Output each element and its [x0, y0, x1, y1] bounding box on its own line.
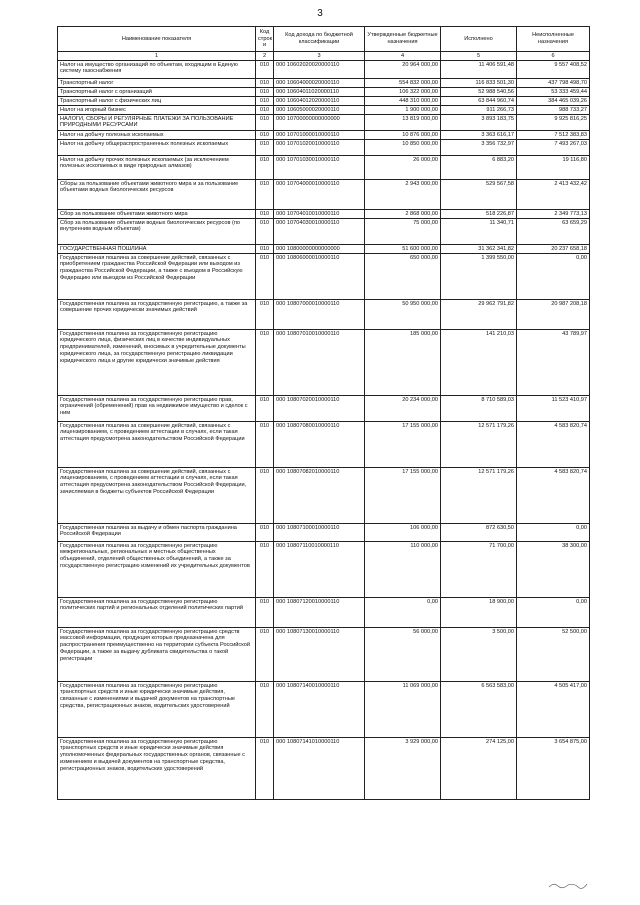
row-code: 010 — [256, 97, 274, 106]
approved-amount: 106 322 000,00 — [365, 88, 441, 97]
column-number-row — [58, 52, 590, 61]
executed-amount: 6 563 583,00 — [441, 682, 517, 738]
executed-amount: 11 340,71 — [441, 219, 517, 245]
row-code: 010 — [256, 210, 274, 219]
executed-amount: 6 883,20 — [441, 156, 517, 180]
row-code: 010 — [256, 738, 274, 800]
unexecuted-amount: 3 654 875,00 — [517, 738, 590, 800]
indicator-name: Сборы за пользование объектами животного мира и за пользование объектами водных биологических ресурсов — [58, 180, 256, 210]
income-code: 000 10807080010000110 — [274, 422, 365, 468]
approved-amount: 11 069 000,00 — [365, 682, 441, 738]
approved-amount: 185 000,00 — [365, 330, 441, 396]
income-code: 000 10807100010000110 — [274, 524, 365, 542]
indicator-name: Транспортный налог с физических лиц — [58, 97, 256, 106]
row-code: 010 — [256, 598, 274, 628]
table-row — [58, 330, 590, 396]
income-code: 000 10807110010000110 — [274, 542, 365, 598]
row-code: 010 — [256, 180, 274, 210]
handwritten-mark — [548, 880, 588, 890]
table-row — [58, 61, 590, 79]
unexecuted-amount: 9 557 408,52 — [517, 61, 590, 79]
income-code: 000 10807010010000110 — [274, 330, 365, 396]
approved-amount: 448 310 000,00 — [365, 97, 441, 106]
column-number: 5 — [441, 52, 517, 61]
income-code: 000 10807000010000110 — [274, 300, 365, 330]
table-header-row — [58, 27, 590, 52]
table-row — [58, 140, 590, 156]
income-code: 000 10807020010000110 — [274, 396, 365, 422]
row-code: 010 — [256, 468, 274, 524]
row-code: 010 — [256, 682, 274, 738]
indicator-name: Государственная пошлина за совершение действий, связанных с приобретением гражданства Российской Федерации или выходом из гражданства Российской Федерации, а также с въездом в Российскую Федерацию или выездом из Российской Федерации — [58, 254, 256, 300]
unexecuted-amount: 52 500,00 — [517, 628, 590, 682]
unexecuted-amount: 2 349 773,13 — [517, 210, 590, 219]
row-code: 010 — [256, 140, 274, 156]
income-code: 000 10704010010000110 — [274, 210, 365, 219]
table-row — [58, 115, 590, 131]
table-row — [58, 396, 590, 422]
unexecuted-amount: 9 925 816,25 — [517, 115, 590, 131]
table-row — [58, 682, 590, 738]
approved-amount: 20 964 000,00 — [365, 61, 441, 79]
unexecuted-amount: 19 116,80 — [517, 156, 590, 180]
indicator-name: НАЛОГИ, СБОРЫ И РЕГУЛЯРНЫЕ ПЛАТЕЖИ ЗА ПОЛЬЗОВАНИЕ ПРИРОДНЫМИ РЕСУРСАМИ — [58, 115, 256, 131]
unexecuted-amount: 53 333 459,44 — [517, 88, 590, 97]
indicator-name: Налог на имущество организаций по объектам, входящим в Единую систему газоснабжения — [58, 61, 256, 79]
indicator-name: Транспортный налог — [58, 79, 256, 88]
column-number: 1 — [58, 52, 256, 61]
income-code: 000 10701030010000110 — [274, 156, 365, 180]
table-row — [58, 524, 590, 542]
indicator-name: Государственная пошлина за совершение действий, связанных с лицензированием, с проведением аттестации в случаях, если такая аттестация предусмотрена законодательством Российской Федерации — [58, 422, 256, 468]
row-code: 010 — [256, 115, 274, 131]
unexecuted-amount: 988 733,27 — [517, 106, 590, 115]
table-row — [58, 88, 590, 97]
unexecuted-amount: 2 413 432,42 — [517, 180, 590, 210]
executed-amount: 29 962 791,82 — [441, 300, 517, 330]
approved-amount: 20 234 000,00 — [365, 396, 441, 422]
table-row — [58, 254, 590, 300]
income-code: 000 10704000010000110 — [274, 180, 365, 210]
page-number: 3 — [317, 8, 323, 19]
table-row — [58, 422, 590, 468]
table-row — [58, 598, 590, 628]
table-row — [58, 156, 590, 180]
unexecuted-amount: 384 465 039,26 — [517, 97, 590, 106]
indicator-name: Государственная пошлина за совершение действий, связанных с лицензированием, с проведением аттестации в случаях, если такая аттестация предусмотрена законодательством Российской Федерации, зачисляемая в бюджеты субъектов Российской Федерации — [58, 468, 256, 524]
income-code: 000 10701000010000110 — [274, 131, 365, 140]
income-code: 000 10700000000000000 — [274, 115, 365, 131]
indicator-name: Государственная пошлина за государственную регистрацию межрегиональных, региональных и местных общественных объединений, отделений общественных объединений, а также за государственную регистрацию изменений их учредительных документов — [58, 542, 256, 598]
row-code: 010 — [256, 524, 274, 542]
indicator-name: Налог на добычу прочих полезных ископаемых (за исключением полезных ископаемых в виде природных алмазов) — [58, 156, 256, 180]
row-code: 010 — [256, 106, 274, 115]
unexecuted-amount: 7 512 383,83 — [517, 131, 590, 140]
column-number: 3 — [274, 52, 365, 61]
executed-amount: 911 266,73 — [441, 106, 517, 115]
column-number: 6 — [517, 52, 590, 61]
header-income-code: Код дохода по бюджетной классификации — [274, 27, 365, 52]
income-code: 000 10807130010000110 — [274, 628, 365, 682]
unexecuted-amount: 0,00 — [517, 254, 590, 300]
column-number: 4 — [365, 52, 441, 61]
row-code: 010 — [256, 300, 274, 330]
income-code: 000 10604012020000110 — [274, 97, 365, 106]
executed-amount: 518 226,87 — [441, 210, 517, 219]
approved-amount: 10 850 000,00 — [365, 140, 441, 156]
approved-amount: 13 819 000,00 — [365, 115, 441, 131]
executed-amount: 8 710 589,03 — [441, 396, 517, 422]
approved-amount: 106 000,00 — [365, 524, 441, 542]
row-code: 010 — [256, 131, 274, 140]
table-row — [58, 97, 590, 106]
unexecuted-amount: 20 987 208,18 — [517, 300, 590, 330]
executed-amount: 11 406 591,48 — [441, 61, 517, 79]
indicator-name: ГОСУДАРСТВЕННАЯ ПОШЛИНА — [58, 245, 256, 254]
table-row — [58, 210, 590, 219]
income-code: 000 10807082010000110 — [274, 468, 365, 524]
row-code: 010 — [256, 396, 274, 422]
approved-amount: 50 950 000,00 — [365, 300, 441, 330]
unexecuted-amount: 63 659,29 — [517, 219, 590, 245]
table-row — [58, 468, 590, 524]
approved-amount: 75 000,00 — [365, 219, 441, 245]
income-code: 000 10704030010000110 — [274, 219, 365, 245]
unexecuted-amount: 11 523 410,97 — [517, 396, 590, 422]
approved-amount: 17 155 000,00 — [365, 468, 441, 524]
table-row — [58, 300, 590, 330]
unexecuted-amount: 4 505 417,00 — [517, 682, 590, 738]
table-row — [58, 542, 590, 598]
approved-amount: 3 929 000,00 — [365, 738, 441, 800]
unexecuted-amount: 0,00 — [517, 598, 590, 628]
executed-amount: 872 630,50 — [441, 524, 517, 542]
approved-amount: 10 876 000,00 — [365, 131, 441, 140]
approved-amount: 2 943 000,00 — [365, 180, 441, 210]
indicator-name: Государственная пошлина за государственную регистрацию, а также за совершение прочих юридически значимых действий — [58, 300, 256, 330]
table-row — [58, 180, 590, 210]
unexecuted-amount: 43 789,97 — [517, 330, 590, 396]
income-code: 000 10807141010000110 — [274, 738, 365, 800]
executed-amount: 18 900,00 — [441, 598, 517, 628]
table-row — [58, 106, 590, 115]
executed-amount: 3 893 183,75 — [441, 115, 517, 131]
table-row — [58, 131, 590, 140]
income-code: 000 10806000010000110 — [274, 254, 365, 300]
header-executed: Исполнено — [441, 27, 517, 52]
executed-amount: 71 700,00 — [441, 542, 517, 598]
executed-amount: 31 362 341,82 — [441, 245, 517, 254]
unexecuted-amount: 437 798 498,70 — [517, 79, 590, 88]
income-code: 000 10604011020000110 — [274, 88, 365, 97]
indicator-name: Налог на добычу общераспространенных полезных ископаемых — [58, 140, 256, 156]
indicator-name: Сбор за пользование объектами водных биологических ресурсов (по внутренним водным объектам) — [58, 219, 256, 245]
approved-amount: 56 000,00 — [365, 628, 441, 682]
indicator-name: Налог на игорный бизнес — [58, 106, 256, 115]
income-code: 000 10604000020000110 — [274, 79, 365, 88]
row-code: 010 — [256, 61, 274, 79]
row-code: 010 — [256, 254, 274, 300]
unexecuted-amount: 0,00 — [517, 524, 590, 542]
executed-amount: 12 571 179,26 — [441, 468, 517, 524]
row-code: 010 — [256, 330, 274, 396]
header-row-code: Код строк и — [256, 27, 274, 52]
column-number: 2 — [256, 52, 274, 61]
executed-amount: 63 844 960,74 — [441, 97, 517, 106]
executed-amount: 116 833 501,30 — [441, 79, 517, 88]
table-body — [58, 61, 590, 800]
executed-amount: 3 356 732,97 — [441, 140, 517, 156]
row-code: 010 — [256, 88, 274, 97]
approved-amount: 2 868 000,00 — [365, 210, 441, 219]
row-code: 010 — [256, 422, 274, 468]
indicator-name: Государственная пошлина за государственную регистрацию транспортных средств и иные юридически значимые действия, связанные с изменениями и выдачей документов на транспортные средства, регистрационных знаков, водительских удостоверений — [58, 682, 256, 738]
approved-amount: 0,00 — [365, 598, 441, 628]
header-indicator-name: Наименование показателя — [58, 27, 256, 52]
income-code: 000 10807120010000110 — [274, 598, 365, 628]
row-code: 010 — [256, 628, 274, 682]
executed-amount: 529 567,58 — [441, 180, 517, 210]
indicator-name: Государственная пошлина за государственную регистрацию транспортных средств и иные юридически значимые действия уполномоченных федеральных государственных органов, связанные с изменением и выдачей документов на транспортные средства, регистрационных знаков, водительских удостоверений — [58, 738, 256, 800]
approved-amount: 110 000,00 — [365, 542, 441, 598]
approved-amount: 650 000,00 — [365, 254, 441, 300]
table-row — [58, 628, 590, 682]
approved-amount: 51 600 000,00 — [365, 245, 441, 254]
indicator-name: Транспортный налог с организаций — [58, 88, 256, 97]
executed-amount: 274 125,00 — [441, 738, 517, 800]
indicator-name: Государственная пошлина за государственную регистрацию юридического лица, физических лиц в качестве индивидуальных предпринимателей, изменений, вносимых в учредительные документы юридического лица, за государственную регистрацию ликвидации юридического лица и другие юридически значимые действия — [58, 330, 256, 396]
indicator-name: Сбор за пользование объектами животного мира — [58, 210, 256, 219]
table-row — [58, 219, 590, 245]
executed-amount: 52 988 540,56 — [441, 88, 517, 97]
unexecuted-amount: 4 583 820,74 — [517, 468, 590, 524]
table-row — [58, 245, 590, 254]
header-unexecuted: Неисполненные назначения — [517, 27, 590, 52]
executed-amount: 141 210,03 — [441, 330, 517, 396]
executed-amount: 1 399 550,00 — [441, 254, 517, 300]
header-approved: Утвержденные бюджетные назначения — [365, 27, 441, 52]
unexecuted-amount: 7 493 267,03 — [517, 140, 590, 156]
income-code: 000 10605000020000110 — [274, 106, 365, 115]
income-code: 000 10602020020000110 — [274, 61, 365, 79]
indicator-name: Налог на добычу полезных ископаемых — [58, 131, 256, 140]
indicator-name: Государственная пошлина за государственную регистрацию политических партий и региональных отделений политических партий — [58, 598, 256, 628]
approved-amount: 1 900 000,00 — [365, 106, 441, 115]
approved-amount: 554 832 000,00 — [365, 79, 441, 88]
indicator-name: Государственная пошлина за государственную регистрацию прав, ограничений (обременений) прав на недвижимое имущество и сделок с ним — [58, 396, 256, 422]
income-code: 000 10701020010000110 — [274, 140, 365, 156]
executed-amount: 12 571 179,26 — [441, 422, 517, 468]
row-code: 010 — [256, 245, 274, 254]
table-row — [58, 79, 590, 88]
row-code: 010 — [256, 542, 274, 598]
unexecuted-amount: 4 583 820,74 — [517, 422, 590, 468]
income-code: 000 10800000000000000 — [274, 245, 365, 254]
budget-income-table — [57, 26, 590, 800]
approved-amount: 26 000,00 — [365, 156, 441, 180]
unexecuted-amount: 20 237 658,18 — [517, 245, 590, 254]
row-code: 010 — [256, 79, 274, 88]
unexecuted-amount: 38 300,00 — [517, 542, 590, 598]
executed-amount: 3 500,00 — [441, 628, 517, 682]
row-code: 010 — [256, 156, 274, 180]
table-row — [58, 738, 590, 800]
row-code: 010 — [256, 219, 274, 245]
approved-amount: 17 155 000,00 — [365, 422, 441, 468]
indicator-name: Государственная пошлина за государственную регистрацию средств массовой информации, продукция которых предназначена для распространения преимущественно на территории субъекта Российской Федерации, а также за выдачу дубликата свидетельства о такой регистрации — [58, 628, 256, 682]
indicator-name: Государственная пошлина за выдачу и обмен паспорта гражданина Российской Федерации — [58, 524, 256, 542]
income-code: 000 10807140010000110 — [274, 682, 365, 738]
executed-amount: 3 363 616,17 — [441, 131, 517, 140]
